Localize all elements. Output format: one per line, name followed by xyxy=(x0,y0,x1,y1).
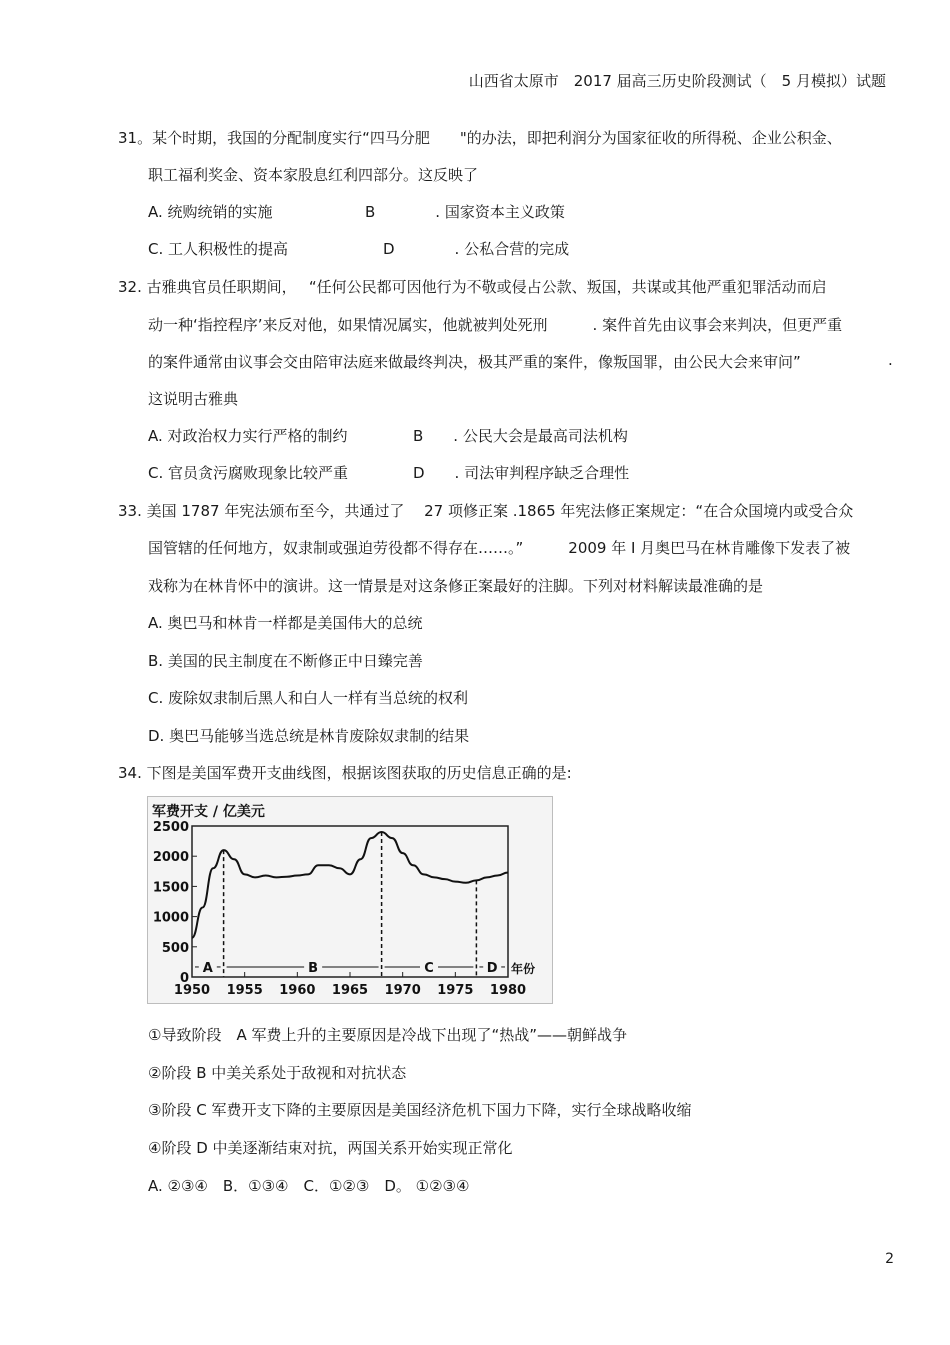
stage-label: C xyxy=(424,960,434,976)
q33-option-b: B. 美国的民主制度在不断修正中日臻完善 xyxy=(148,652,423,670)
q32-line1: 32. 古雅典官员任职期间， “任何公民都可因他行为不敬或侵占公款、叛国，共谋或其他严重犯罪活动而启 xyxy=(118,278,827,296)
q33-option-a: A. 奥巴马和林肯一样都是美国伟大的总统 xyxy=(148,614,423,632)
y-tick-label: 500 xyxy=(161,940,189,956)
y-tick-label: 1000 xyxy=(152,910,189,926)
q31-option-c: C. 工人积极性的提高 xyxy=(148,240,289,258)
x-tick-label: 1965 xyxy=(331,983,369,998)
plot-frame xyxy=(192,826,508,977)
q32-option-d: D . 司法审判程序缺乏合理性 xyxy=(413,464,630,482)
q33-option-c: C. 废除奴隶制后黑人和白人一样有当总统的权利 xyxy=(148,689,469,707)
q33-line1: 33. 美国 1787 年宪法颁布至今，共通过了 27 项修正案 .1865 年宪法修正案规定：“在合众国境内或受合众 xyxy=(118,502,854,520)
q32-line4: 这说明古雅典 xyxy=(148,390,239,408)
y-tick-label: 2500 xyxy=(152,820,189,835)
q33-line3: 戏称为在林肯怀中的演讲。这一情景是对这条修正案最好的注脚。下列对材料解读最准确的是 xyxy=(148,577,764,595)
q33-line2: 国管辖的任何地方，奴隶制或强迫劳役都不得存在……。” 2009 年 I 月奥巴马在林肯雕像下发表了被 xyxy=(148,539,851,557)
military-spending-chart xyxy=(147,796,553,1004)
q33-option-d: D. 奥巴马能够当选总统是林肯废除奴隶制的结果 xyxy=(148,727,470,745)
x-tick-label: 1970 xyxy=(384,983,421,998)
q32-line3: 的案件通常由议事会交由陪审法庭来做最终判决，极其严重的案件，像叛国罪，由公民大会来审问” xyxy=(148,353,801,371)
stage-label: D xyxy=(486,960,498,976)
q31-line1: 31。某个时期，我国的分配制度实行“四马分肥 "的办法，即把利润分为国家征收的所得税、企业公积金、 xyxy=(118,129,842,147)
q31-option-d: D . 公私合营的完成 xyxy=(383,240,570,258)
q34-line1: 34. 下图是美国军费开支曲线图，根据该图获取的历史信息正确的是: xyxy=(118,764,572,782)
stage-label: A xyxy=(202,960,213,976)
page-header: 山西省太原市 2017 届高三历史阶段测试（ 5 月模拟）试题 xyxy=(468,72,886,90)
x-tick-label: 1980 xyxy=(489,983,527,998)
x-tick-label: 1955 xyxy=(226,983,263,998)
q32-option-a: A. 对政治权力实行严格的制约 xyxy=(148,427,348,445)
chart-svg xyxy=(148,797,552,1003)
y-tick-label: 1500 xyxy=(152,880,189,896)
x-tick-label: 1950 xyxy=(173,983,211,998)
page-number: 2 xyxy=(885,1251,894,1267)
stage-label: B xyxy=(308,960,319,976)
q34-statement-1: ①导致阶段 A 军费上升的主要原因是冷战下出现了“热战”——朝鲜战争 xyxy=(148,1026,628,1044)
q34-choices: A. ②③④ B．①③④ C．①②③ D。 ①②③④ xyxy=(148,1177,470,1195)
q32-option-c: C. 官员贪污腐败现象比较严重 xyxy=(148,464,349,482)
x-tick-label: 1975 xyxy=(437,983,474,998)
q34-statement-4: ④阶段 D 中美逐渐结束对抗，两国关系开始实现正常化 xyxy=(148,1139,513,1157)
series-line xyxy=(192,832,508,938)
q34-statement-3: ③阶段 C 军费开支下降的主要原因是美国经济危机下国力下降，实行全球战略收缩 xyxy=(148,1101,692,1119)
x-axis-label: 年份 xyxy=(511,962,536,976)
y-tick-label: 2000 xyxy=(152,850,189,866)
chart-title: 军费开支 / 亿美元 xyxy=(152,804,265,820)
x-tick-label: 1960 xyxy=(279,983,316,998)
y-tick-label: 0 xyxy=(179,971,189,986)
q31-line2: 职工福利奖金、资本家股息红利四部分。这反映了 xyxy=(148,166,479,184)
q34-statement-2: ②阶段 B 中美关系处于敌视和对抗状态 xyxy=(148,1064,407,1082)
q32-line2: 动一种‘指控程序’来反对他，如果情况属实，他就被判处死刑 . 案件首先由议事会来判决，但更严重 xyxy=(148,316,843,334)
q32-line3-end: . xyxy=(888,351,893,369)
q32-option-b: B . 公民大会是最高司法机构 xyxy=(413,427,628,445)
q31-option-a: A. 统购统销的实施 xyxy=(148,203,273,221)
q31-option-b: B . 国家资本主义政策 xyxy=(365,203,565,221)
